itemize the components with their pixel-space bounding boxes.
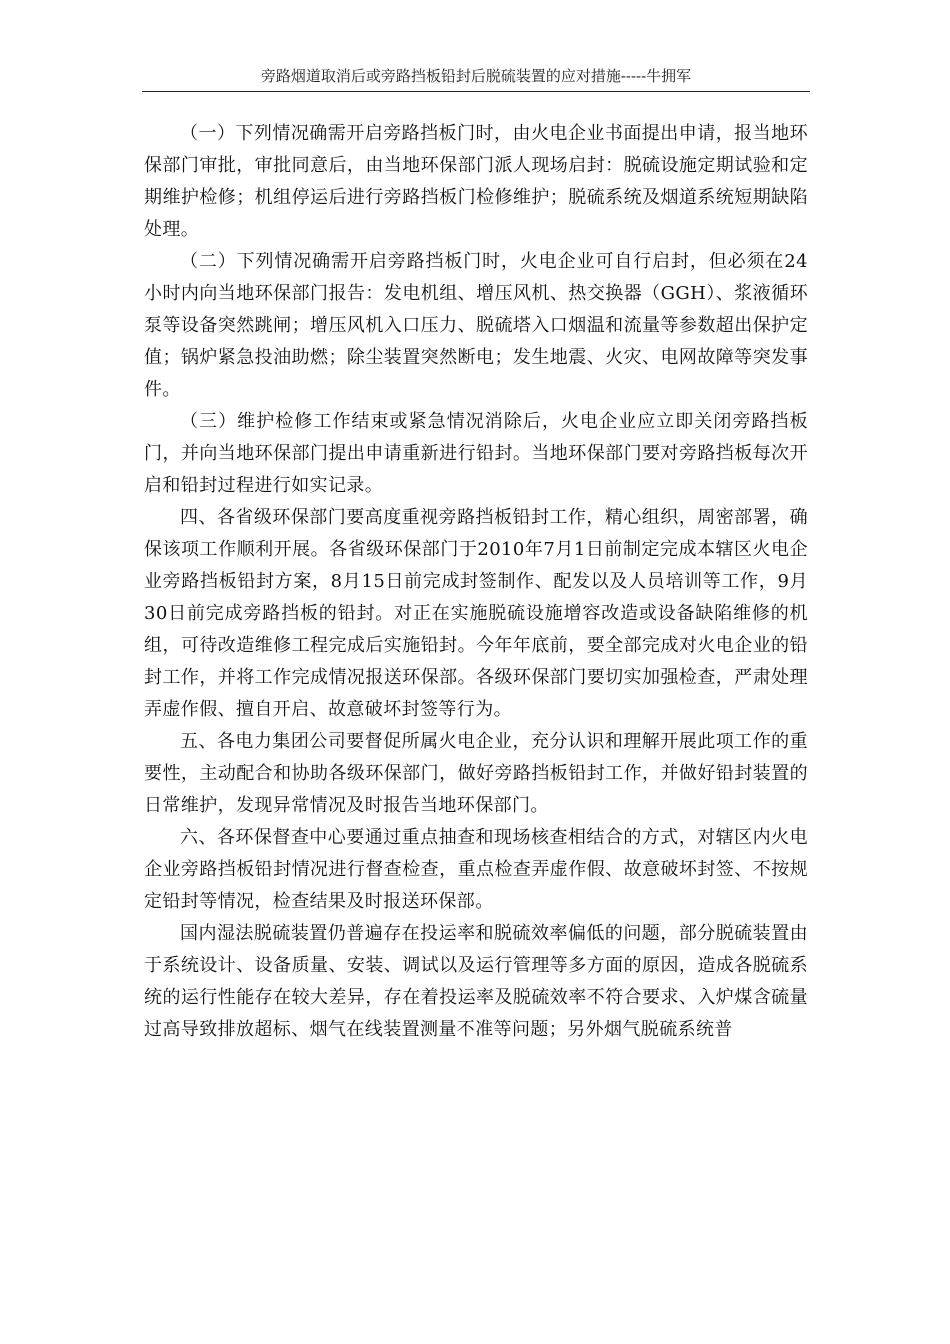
paragraph-1: （一）下列情况确需开启旁路挡板门时，由火电企业书面提出申请，报当地环保部门审批，审批同意后，由当地环保部门派人现场启封：脱硫设施定期试验和定期维护检修；机组停运后进行旁路挡板门检修维护；脱硫系统及烟道系统短期缺陷处理。 <box>144 123 808 240</box>
document-body <box>144 118 808 1046</box>
page-header: 旁路烟道取消后或旁路挡板铅封后脱硫装置的应对措施-----牛拥军 <box>260 67 692 85</box>
paragraph-7: 国内湿法脱硫装置仍普遍存在投运率和脱硫效率偏低的问题，部分脱硫装置由于系统设计、设备质量、安装、调试以及运行管理等多方面的原因，造成各脱硫系统的运行性能存在较大差异，存在着投运率及脱硫效率不符合要求、入炉煤含硫量过高导致排放超标、烟气在线装置测量不准等问题；另外烟气脱硫系统普 <box>144 923 808 1040</box>
paragraph-5: 五、各电力集团公司要督促所属火电企业，充分认识和理解开展此项工作的重要性，主动配合和协助各级环保部门，做好旁路挡板铅封工作，并做好铅封装置的日常维护，发现异常情况及时报告当地环保部门。 <box>144 731 808 816</box>
header-divider <box>142 91 810 92</box>
paragraph-3: （三）维护检修工作结束或紧急情况消除后，火电企业应立即关闭旁路挡板门，并向当地环保部门提出申请重新进行铅封。当地环保部门要对旁路挡板每次开启和铅封过程进行如实记录。 <box>144 411 808 496</box>
paragraph-6: 六、各环保督查中心要通过重点抽查和现场核查相结合的方式，对辖区内火电企业旁路挡板铅封情况进行督查检查，重点检查弄虚作假、故意破坏封签、不按规定铅封等情况，检查结果及时报送环保部。 <box>144 827 808 912</box>
paragraph-2: （二）下列情况确需开启旁路挡板门时，火电企业可自行启封，但必须在24小时内向当地环保部门报告：发电机组、增压风机、热交换器（GGH）、浆液循环泵等设备突然跳闸；增压风机入口压力、脱硫塔入口烟温和流量等参数超出保护定值；锅炉紧急投油助燃；除尘装置突然断电；发生地震、火灾、电网故障等突发事件。 <box>144 251 808 400</box>
paragraph-4: 四、各省级环保部门要高度重视旁路挡板铅封工作，精心组织，周密部署，确保该项工作顺利开展。各省级环保部门于2010年7月1日前制定完成本辖区火电企业旁路挡板铅封方案，8月15日前完成封签制作、配发以及人员培训等工作，9月30日前完成旁路挡板的铅封。对正在实施脱硫设施增容改造或设备缺陷维修的机组，可待改造维修工程完成后实施铅封。今年年底前，要全部完成对火电企业的铅封工作，并将工作完成情况报送环保部。各级环保部门要切实加强检查，严肃处理弄虚作假、擅自开启、故意破坏封签等行为。 <box>144 507 808 720</box>
